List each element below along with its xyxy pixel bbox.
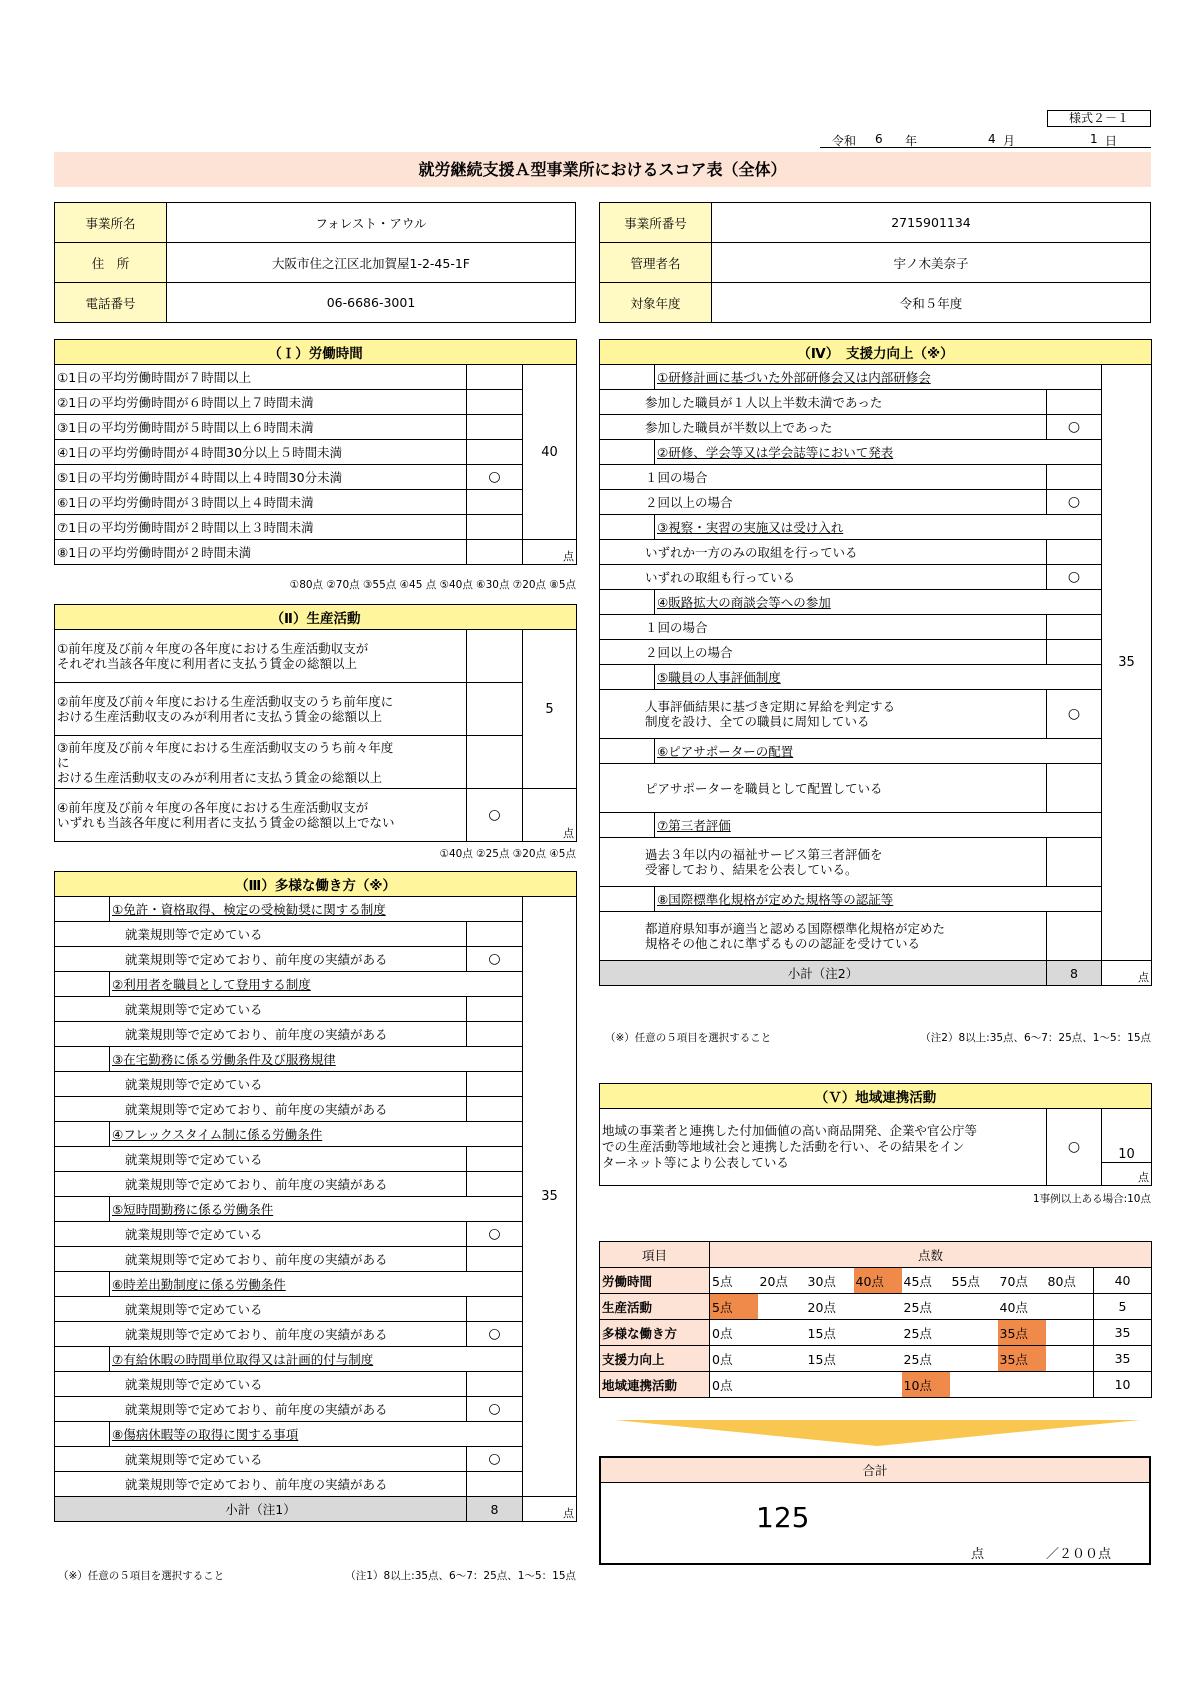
- check-cell[interactable]: ○: [467, 1447, 523, 1472]
- total-cell: [600, 1483, 1150, 1565]
- section-title: （Ⅲ）多様な働き方（※）: [55, 872, 577, 897]
- subtotal-label: 小計（注2）: [600, 961, 1047, 986]
- summary-point-cell: 25点: [902, 1320, 950, 1346]
- summary-point-cell: 55点: [950, 1268, 998, 1294]
- section-note: ①80点 ②70点 ③55点 ④45 点 ⑤40点 ⑥30点 ⑦20点 ⑧5点: [289, 579, 576, 591]
- check-cell[interactable]: [467, 1097, 523, 1122]
- select-box[interactable]: [55, 1197, 110, 1222]
- info-label: 住 所: [55, 243, 167, 283]
- section-note-right: （注1）8以上:35点、6〜7：25点、1〜5：15点: [345, 1570, 576, 1582]
- summary-row: [600, 1268, 1152, 1294]
- summary-total: 5: [1094, 1294, 1152, 1320]
- facility-name: フォレスト・アウル: [167, 203, 576, 243]
- check-cell[interactable]: ○: [467, 789, 523, 842]
- criteria-row: ④前年度及び前々年度の各年度における生産活動収支が いずれも当該各年度に利用者に支払う賃金の総額以上でない: [55, 789, 467, 842]
- section-title: （Ⅱ）生産活動: [55, 605, 577, 630]
- option-row: 参加した職員が半数以上であった: [600, 415, 1047, 440]
- group-head: ⑥時差出勤制度に係る労働条件: [110, 1272, 523, 1297]
- option-row: 参加した職員が１人以上半数未満であった: [600, 390, 1047, 415]
- group-head: ④フレックスタイム制に係る労働条件: [110, 1122, 523, 1147]
- option-row: 就業規則等で定めており、前年度の実績がある: [55, 1322, 467, 1347]
- date-line: [820, 132, 1151, 148]
- check-cell[interactable]: [467, 440, 523, 465]
- select-box[interactable]: [600, 665, 655, 690]
- facility-number: 2715901134: [712, 203, 1151, 243]
- select-box[interactable]: [55, 1272, 110, 1297]
- option-row: いずれの取組も行っている: [600, 565, 1047, 590]
- option-row: 就業規則等で定めており、前年度の実績がある: [55, 947, 467, 972]
- option-row: １回の場合: [600, 465, 1047, 490]
- summary-point-cell: [1046, 1294, 1094, 1320]
- check-cell[interactable]: ○: [1047, 565, 1102, 590]
- group-head: ⑤職員の人事評価制度: [655, 665, 1102, 690]
- check-cell[interactable]: ○: [1047, 490, 1102, 515]
- check-cell[interactable]: [467, 1147, 523, 1172]
- check-cell[interactable]: [467, 1472, 523, 1497]
- option-row: 人事評価結果に基づき定期に昇給を判定する 制度を設け、全ての職員に周知している: [600, 690, 1047, 739]
- summary-point-cell: 70点: [998, 1268, 1046, 1294]
- check-cell[interactable]: [467, 683, 523, 736]
- option-row: 就業規則等で定めており、前年度の実績がある: [55, 1247, 467, 1272]
- summary-label: 生産活動: [600, 1294, 710, 1320]
- group-head: ⑤短時間勤務に係る労働条件: [110, 1197, 523, 1222]
- info-left-table: [54, 202, 576, 323]
- section-diverse-work: [54, 871, 577, 1522]
- form-number: 様式２－１: [1047, 110, 1151, 127]
- summary-point-cell: 40点: [998, 1294, 1046, 1320]
- summary-point-cell: 45点: [902, 1268, 950, 1294]
- check-cell[interactable]: ○: [1047, 690, 1102, 739]
- summary-label: 多様な働き方: [600, 1320, 710, 1346]
- info-right-table: [599, 202, 1151, 323]
- summary-point-cell: [1046, 1372, 1094, 1398]
- summary-total: 40: [1094, 1268, 1152, 1294]
- option-row: 就業規則等で定めており、前年度の実績がある: [55, 1397, 467, 1422]
- summary-row: [600, 1320, 1152, 1346]
- check-cell[interactable]: [467, 1372, 523, 1397]
- summary-point-cell: 5点: [710, 1294, 758, 1320]
- group-head: ⑥ピアサポーターの配置: [655, 739, 1102, 764]
- manager-name: 宇ノ木美奈子: [712, 243, 1151, 283]
- criteria-row: ④1日の平均労働時間が４時間30分以上５時間未満: [55, 440, 467, 465]
- section-support-improvement: [599, 339, 1152, 986]
- summary-point-cell: 0点: [710, 1346, 758, 1372]
- option-row: ２回以上の場合: [600, 490, 1047, 515]
- criteria-row: ③1日の平均労働時間が５時間以上６時間未満: [55, 415, 467, 440]
- option-row: １回の場合: [600, 615, 1047, 640]
- select-box[interactable]: [600, 739, 655, 764]
- check-cell[interactable]: [467, 365, 523, 390]
- summary-point-cell: 5点: [710, 1268, 758, 1294]
- summary-point-cell: 25点: [902, 1346, 950, 1372]
- section-production: [54, 604, 577, 842]
- group-head: ⑧傷病休暇等の取得に関する事項: [110, 1422, 523, 1447]
- group-head: ⑦有給休暇の時間単位取得又は計画的付与制度: [110, 1347, 523, 1372]
- check-cell[interactable]: ○: [467, 465, 523, 490]
- check-cell[interactable]: [1047, 838, 1102, 887]
- summary-point-cell: [950, 1320, 998, 1346]
- check-cell[interactable]: ○: [467, 1322, 523, 1347]
- check-cell[interactable]: [1047, 465, 1102, 490]
- summary-point-cell: 80点: [1046, 1268, 1094, 1294]
- criteria-row: ③前年度及び前々年度における生産活動収支のうち前々年度 に おける生産活動収支のみが利用者に支払う賃金の総額以上: [55, 736, 467, 789]
- summary-point-cell: [950, 1372, 998, 1398]
- summary-label: 労働時間: [600, 1268, 710, 1294]
- option-row: 過去３年以内の福祉サービス第三者評価を 受審しており、結果を公表している。: [600, 838, 1047, 887]
- down-arrow-icon: [615, 1418, 1140, 1448]
- check-cell[interactable]: [467, 1022, 523, 1047]
- summary-point-cell: [806, 1372, 854, 1398]
- option-row: 就業規則等で定めている: [55, 1372, 467, 1397]
- check-cell[interactable]: ○: [467, 1397, 523, 1422]
- summary-point-cell: [1046, 1320, 1094, 1346]
- summary-point-cell: 0点: [710, 1320, 758, 1346]
- option-row: 就業規則等で定めている: [55, 922, 467, 947]
- check-cell[interactable]: [467, 736, 523, 789]
- date-day-unit: 日: [1105, 134, 1118, 148]
- check-cell[interactable]: [1047, 615, 1102, 640]
- summary-label: 支援力向上: [600, 1346, 710, 1372]
- section-title: （Ⅳ） 支援力向上（※）: [600, 340, 1152, 365]
- subtotal-value: 8: [1047, 961, 1102, 986]
- section-note-left: （※）任意の５項目を選択すること: [58, 1570, 225, 1582]
- option-row: 就業規則等で定めており、前年度の実績がある: [55, 1472, 467, 1497]
- summary-point-cell: 35点: [998, 1320, 1046, 1346]
- summary-header-item: 項目: [600, 1242, 710, 1268]
- summary-point-cell: [758, 1372, 806, 1398]
- check-cell[interactable]: [1047, 540, 1102, 565]
- summary-point-cell: [854, 1346, 902, 1372]
- option-row: 就業規則等で定めている: [55, 1447, 467, 1472]
- facility-address: 大阪市住之江区北加賀屋1-2-45-1F: [167, 243, 576, 283]
- group-head: ①免許・資格取得、検定の受検勧奨に関する制度: [110, 897, 523, 922]
- summary-point-cell: [998, 1372, 1046, 1398]
- group-head: ①研修計画に基づいた外部研修会又は内部研修会: [655, 365, 1102, 390]
- check-cell[interactable]: [1047, 390, 1102, 415]
- section-title: （Ｖ）地域連携活動: [600, 1084, 1152, 1109]
- summary-point-cell: 15点: [806, 1320, 854, 1346]
- summary-point-cell: 20点: [758, 1268, 806, 1294]
- section-score: 40: [523, 365, 577, 540]
- check-cell[interactable]: [467, 1172, 523, 1197]
- option-row: 就業規則等で定めている: [55, 997, 467, 1022]
- score-unit: 点: [523, 540, 577, 565]
- total-unit: 点: [971, 1547, 985, 1562]
- check-cell[interactable]: [467, 540, 523, 565]
- criteria-row: ②1日の平均労働時間が６時間以上７時間未満: [55, 390, 467, 415]
- date-month-unit: 月: [1003, 134, 1016, 148]
- check-cell[interactable]: [467, 1247, 523, 1272]
- summary-point-cell: [758, 1294, 806, 1320]
- check-cell[interactable]: [1047, 912, 1102, 961]
- summary-label: 地域連携活動: [600, 1372, 710, 1398]
- summary-point-cell: [758, 1320, 806, 1346]
- select-box[interactable]: [55, 1122, 110, 1147]
- select-box[interactable]: [600, 440, 655, 465]
- check-cell[interactable]: [467, 922, 523, 947]
- select-box[interactable]: [55, 1422, 110, 1447]
- summary-point-cell: 15点: [806, 1346, 854, 1372]
- check-cell[interactable]: [467, 490, 523, 515]
- summary-point-cell: [854, 1294, 902, 1320]
- score-unit: 点: [523, 789, 577, 842]
- info-label: 管理者名: [600, 243, 712, 283]
- section-note-left: （※）任意の５項目を選択すること: [605, 1032, 772, 1044]
- option-row: 就業規則等で定めている: [55, 1297, 467, 1322]
- summary-row: [600, 1294, 1152, 1320]
- summary-point-cell: 35点: [998, 1346, 1046, 1372]
- group-head: ③在宅勤務に係る労働条件及び服務規律: [110, 1047, 523, 1072]
- option-row: ピアサポーターを職員として配置している: [600, 764, 1047, 813]
- criteria-row: ②前年度及び前々年度における生産活動収支のうち前年度に おける生産活動収支のみが利用者に支払う賃金の総額以上: [55, 683, 467, 736]
- select-box[interactable]: [55, 1047, 110, 1072]
- summary-point-cell: [854, 1372, 902, 1398]
- summary-row: [600, 1372, 1152, 1398]
- check-cell[interactable]: [467, 515, 523, 540]
- option-row: 就業規則等で定めており、前年度の実績がある: [55, 1172, 467, 1197]
- section-score: 10: [1102, 1109, 1152, 1163]
- check-cell[interactable]: [1047, 764, 1102, 813]
- total-max: ／２００点: [1046, 1547, 1112, 1562]
- section-score: 35: [1102, 365, 1152, 961]
- summary-point-cell: 20点: [806, 1294, 854, 1320]
- check-cell[interactable]: ○: [1047, 1109, 1102, 1186]
- date-month: 4: [988, 132, 996, 146]
- total-value: 125: [756, 1501, 810, 1534]
- section-note-right: （注2）8以上:35点、6〜7：25点、1〜5：15点: [920, 1032, 1151, 1044]
- select-box[interactable]: [600, 887, 655, 912]
- check-cell[interactable]: [467, 1072, 523, 1097]
- section-score: 35: [523, 897, 577, 1497]
- group-head: ③視察・実習の実施又は受け入れ: [655, 515, 1102, 540]
- summary-total: 35: [1094, 1320, 1152, 1346]
- section-community: [599, 1083, 1152, 1186]
- summary-point-cell: [854, 1320, 902, 1346]
- option-row: 就業規則等で定めている: [55, 1147, 467, 1172]
- section-title: （Ｉ）労働時間: [55, 340, 577, 365]
- check-cell[interactable]: ○: [1047, 415, 1102, 440]
- info-label: 事業所番号: [600, 203, 712, 243]
- target-year: 令和５年度: [712, 283, 1151, 323]
- summary-point-cell: 10点: [902, 1372, 950, 1398]
- select-box[interactable]: [55, 897, 110, 922]
- group-head: ②研修、学会等又は学会誌等において発表: [655, 440, 1102, 465]
- date-year: 6: [875, 132, 883, 146]
- score-summary-table: [599, 1241, 1152, 1398]
- check-cell[interactable]: [467, 997, 523, 1022]
- option-row: 就業規則等で定めている: [55, 1222, 467, 1247]
- group-head: ⑧国際標準化規格が定めた規格等の認証等: [655, 887, 1102, 912]
- total-label: 合計: [600, 1457, 1150, 1483]
- section-score: 5: [523, 630, 577, 789]
- group-head: ②利用者を職員として登用する制度: [110, 972, 523, 997]
- check-cell[interactable]: [1047, 640, 1102, 665]
- summary-total: 10: [1094, 1372, 1152, 1398]
- page-title: 就労継続支援Ａ型事業所におけるスコア表（全体）: [54, 152, 1151, 187]
- select-box[interactable]: [600, 590, 655, 615]
- date-year-unit: 年: [905, 134, 918, 148]
- date-day: 1: [1090, 132, 1098, 146]
- group-head: ⑦第三者評価: [655, 813, 1102, 838]
- criteria-row: ⑤1日の平均労働時間が４時間以上４時間30分未満: [55, 465, 467, 490]
- summary-point-cell: [950, 1346, 998, 1372]
- score-unit: 点: [1102, 961, 1152, 986]
- select-box[interactable]: [600, 365, 655, 390]
- check-cell[interactable]: ○: [467, 947, 523, 972]
- check-cell[interactable]: [467, 415, 523, 440]
- section-note: 1事例以上ある場合:10点: [1032, 1193, 1151, 1205]
- criteria-row: ⑧1日の平均労働時間が２時間未満: [55, 540, 467, 565]
- criteria-row: ⑦1日の平均労働時間が２時間以上３時間未満: [55, 515, 467, 540]
- summary-header-points: 点数: [710, 1242, 1152, 1268]
- summary-total: 35: [1094, 1346, 1152, 1372]
- subtotal-value: 8: [467, 1497, 523, 1522]
- criteria-row: ⑥1日の平均労働時間が３時間以上４時間未満: [55, 490, 467, 515]
- option-row: いずれか一方のみの取組を行っている: [600, 540, 1047, 565]
- total-box: [599, 1456, 1151, 1565]
- summary-point-cell: [758, 1346, 806, 1372]
- section-labor-hours: [54, 339, 577, 565]
- select-box[interactable]: [55, 972, 110, 997]
- select-box[interactable]: [55, 1347, 110, 1372]
- option-row: 就業規則等で定めている: [55, 1072, 467, 1097]
- option-row: 都道府県知事が適当と認める国際標準化規格が定めた 規格その他これに準ずるものの認証を受けている: [600, 912, 1047, 961]
- facility-phone: 06-6686-3001: [167, 283, 576, 323]
- option-row: 就業規則等で定めており、前年度の実績がある: [55, 1022, 467, 1047]
- score-unit: 点: [523, 1497, 577, 1522]
- check-cell[interactable]: ○: [467, 1222, 523, 1247]
- summary-point-cell: 40点: [854, 1268, 902, 1294]
- criteria-row: ①前年度及び前々年度の各年度における生産活動収支が それぞれ当該各年度に利用者に支払う賃金の総額以上: [55, 630, 467, 683]
- info-label: 対象年度: [600, 283, 712, 323]
- date-era: 令和: [832, 134, 857, 148]
- select-box[interactable]: [600, 813, 655, 838]
- section-note: ①40点 ②25点 ③20点 ④5点: [439, 848, 576, 860]
- score-unit: 点: [1102, 1162, 1152, 1185]
- check-cell[interactable]: [467, 390, 523, 415]
- check-cell[interactable]: [467, 630, 523, 683]
- option-row: 就業規則等で定めており、前年度の実績がある: [55, 1097, 467, 1122]
- summary-point-cell: 25点: [902, 1294, 950, 1320]
- info-label: 事業所名: [55, 203, 167, 243]
- subtotal-label: 小計（注1）: [55, 1497, 467, 1522]
- summary-point-cell: [950, 1294, 998, 1320]
- summary-point-cell: 30点: [806, 1268, 854, 1294]
- criteria-row: 地域の事業者と連携した付加価値の高い商品開発、企業や官公庁等 での生産活動等地域社会と連携した活動を行い、その結果をイン ターネット等により公表している: [600, 1109, 1047, 1186]
- check-cell[interactable]: [467, 1297, 523, 1322]
- summary-row: [600, 1346, 1152, 1372]
- select-box[interactable]: [600, 515, 655, 540]
- option-row: ２回以上の場合: [600, 640, 1047, 665]
- group-head: ④販路拡大の商談会等への参加: [655, 590, 1102, 615]
- info-label: 電話番号: [55, 283, 167, 323]
- summary-point-cell: 0点: [710, 1372, 758, 1398]
- summary-point-cell: [1046, 1346, 1094, 1372]
- criteria-row: ①1日の平均労働時間が７時間以上: [55, 365, 467, 390]
